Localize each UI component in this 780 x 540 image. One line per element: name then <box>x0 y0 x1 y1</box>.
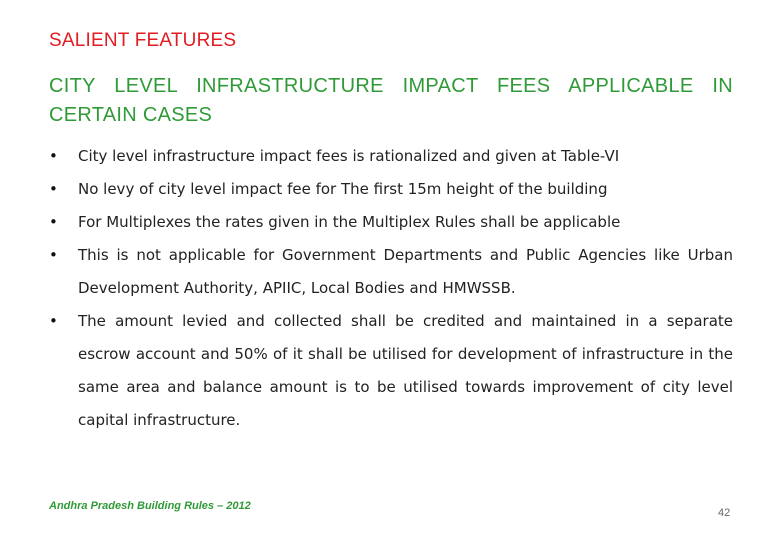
bullet-icon: • <box>49 147 58 165</box>
slide-subheading: CITY LEVEL INFRASTRUCTURE IMPACT FEES APPLICABLE IN CERTAIN CASES <box>49 75 733 126</box>
footer-text: Andhra Pradesh Building Rules – 2012 <box>49 500 251 512</box>
bullet-icon: • <box>49 213 58 231</box>
bullet-text: This is not applicable for Government Departments and Public Agencies like Urban Development Authority, APIIC, Local Bodies and HMWSSB. <box>78 246 733 297</box>
bullet-text: For Multiplexes the rates given in the Multiplex Rules shall be applicable <box>78 213 621 231</box>
bullet-icon: • <box>49 246 58 264</box>
bullet-text: No levy of city level impact fee for The first 15m height of the building <box>78 180 608 198</box>
bullet-text: City level infrastructure impact fees is rationalized and given at Table-VI <box>78 147 620 165</box>
bullet-item <box>49 206 733 239</box>
bullet-icon: • <box>49 312 58 330</box>
page-number: 42 <box>718 507 731 519</box>
slide-heading: SALIENT FEATURES <box>49 30 237 51</box>
bullet-item <box>49 173 733 206</box>
bullet-list <box>49 140 733 437</box>
bullet-icon: • <box>49 180 58 198</box>
bullet-item <box>49 305 733 437</box>
bullet-text: The amount levied and collected shall be credited and maintained in a separate escrow account and 50% of it shall be utilised for development of infrastructure in the same area and balance amount is to be utilised towards improvement of city level capital infrastructure. <box>78 312 733 429</box>
bullet-item <box>49 140 733 173</box>
bullet-item <box>49 239 733 305</box>
